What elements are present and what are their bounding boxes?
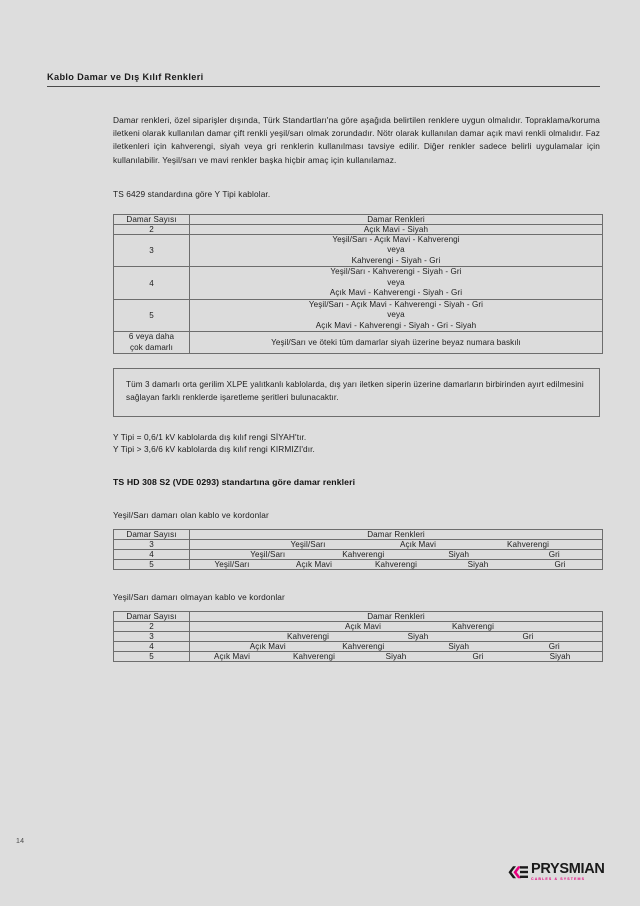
table-y-tipi-kablolar (113, 214, 603, 355)
color-spread (190, 632, 602, 641)
table1-row2-colors (190, 267, 603, 300)
table-yesil-sari-olmayan (113, 611, 603, 662)
table2-caption: Yeşil/Sarı damarı olan kablo ve kordonlar (113, 510, 269, 521)
color-line: Yeşil/Sarı - Açık Mavi - Kahverengi (332, 234, 460, 244)
color-spread (190, 550, 602, 559)
color-item: Siyah (448, 642, 470, 652)
color-spread (190, 622, 602, 631)
prysmian-logo (508, 862, 605, 881)
color-line-veya: veya (387, 277, 405, 287)
section-heading-hd308: TS HD 308 S2 (VDE 0293) standartına göre damar renkleri (113, 477, 356, 488)
table-row (114, 224, 603, 234)
color-line-veya: veya (387, 245, 405, 255)
table1-header-count: Damar Sayısı (114, 214, 190, 224)
color-item: Açık Mavi (249, 642, 286, 652)
table3-row0-count: 2 (114, 622, 190, 632)
document-header (47, 72, 600, 87)
logo-wordmark: PRYSMIAN (531, 861, 605, 877)
table1-row3-colors (190, 299, 603, 332)
color-item: Kahverengi (342, 642, 385, 652)
color-item: Siyah (467, 560, 489, 570)
color-item: Gri (548, 642, 560, 652)
color-item: Siyah (448, 550, 470, 560)
color-item: Gri (472, 652, 484, 662)
table1-row4-colors: Yeşil/Sarı ve öteki tüm damarlar siyah üzerine beyaz numara baskılı (190, 332, 603, 354)
logo-tagline: CABLES & SYSTEMS (531, 876, 586, 881)
note-box (113, 368, 600, 416)
table-row (114, 332, 603, 354)
page-number: 14 (16, 838, 25, 845)
table1-row3-count: 5 (114, 299, 190, 332)
color-item: Açık Mavi (345, 622, 381, 632)
table3-caption: Yeşil/Sarı damarı olmayan kablo ve kordonlar (113, 592, 285, 603)
content-column (113, 114, 600, 662)
table-header-row (114, 214, 603, 224)
y-tipi-line-2: Y Tipi > 3,6/6 kV kablolarda dış kılıf rengi KIRMIZI'dır. (113, 443, 315, 454)
color-line: Kahverengi - Siyah - Gri (351, 255, 441, 265)
color-line-veya: veya (387, 310, 405, 320)
color-line: Yeşil/Sarı - Açık Mavi - Kahverengi - Siyah - Gri (308, 299, 484, 309)
color-line: Açık Mavi - Kahverengi - Siyah - Gri (329, 288, 463, 298)
table-row (114, 234, 603, 267)
table-row (114, 540, 603, 550)
color-item: Siyah (407, 632, 429, 642)
color-item: Yeşil/Sarı (250, 550, 286, 560)
table2-row0-count: 3 (114, 540, 190, 550)
table-row (114, 642, 603, 652)
color-item: Gri (554, 560, 566, 570)
color-item: Siyah (385, 652, 407, 662)
table1-caption: TS 6429 standardına göre Y Tipi kablolar. (113, 188, 271, 199)
table-header-row (114, 612, 603, 622)
color-item: Yeşil/Sarı (290, 540, 326, 550)
prysmian-chevron-icon (508, 864, 528, 880)
table1-row2-count: 4 (114, 267, 190, 300)
color-spread (190, 652, 602, 661)
table-row (114, 299, 603, 332)
color-spread (190, 560, 602, 569)
color-item: Siyah (549, 652, 571, 662)
table2-header-count: Damar Sayısı (114, 530, 190, 540)
color-line: Açık Mavi - Kahverengi - Siyah - Gri - Siyah (315, 320, 477, 330)
y-tipi-line-1: Y Tipi = 0,6/1 kV kablolarda dış kılıf rengi SİYAH'tır. (113, 431, 307, 442)
table3-row2-colors (190, 642, 603, 652)
color-item: Kahverengi (507, 540, 549, 550)
table-row (114, 632, 603, 642)
intro-paragraph: Damar renkleri, özel siparişler dışında, Türk Standartları'na göre aşağıda belirtilen renklere uygun olmalıdır. Topraklama/koruma iletkeni olarak kullanılan damar çift renkli yeşil/sarı olmak zorundadır. Nötr olarak kullanılan damar açık mavi renkli olmalıdır. Faz iletkenleri için kahverengi, siyah veya gri renklerin kullanılması tavsiye edilir. Diğer renkler sadece belirli uygulamalar için kullanılabilir. Yeşil/sarı ve mavi renkler başka hiçbir amaç için kullanılamaz. (113, 115, 600, 165)
table3-row2-count: 4 (114, 642, 190, 652)
table3-header-count: Damar Sayısı (114, 612, 190, 622)
table-row (114, 267, 603, 300)
table-row (114, 550, 603, 560)
table3-row3-colors (190, 652, 603, 662)
table2-header-colors: Damar Renkleri (190, 530, 603, 540)
table1-row4-count (114, 332, 190, 354)
table-yesil-sari-olan (113, 529, 603, 570)
color-item: Gri (522, 632, 534, 642)
table1-row1-count: 3 (114, 234, 190, 267)
count-line: 6 veya daha (128, 332, 175, 342)
color-item: Kahverengi (287, 632, 329, 642)
table1-header-colors: Damar Renkleri (190, 214, 603, 224)
color-item: Kahverengi (342, 550, 385, 560)
table1-row0-colors: Açık Mavi - Siyah (190, 224, 603, 234)
table1-row0-count: 2 (114, 224, 190, 234)
color-item: Açık Mavi (296, 560, 332, 570)
table3-row1-count: 3 (114, 632, 190, 642)
table-row (114, 560, 603, 570)
note-text: Tüm 3 damarlı orta gerilim XLPE yalıtkanlı kablolarda, dış yarı iletken siperin üzerine damarların birbirinden ayırt edilmesini sağlayan farklı renklerde işaretleme şeritleri bulunacaktır. (126, 380, 584, 402)
color-item: Gri (548, 550, 560, 560)
color-spread (190, 642, 602, 651)
table3-row0-colors (190, 622, 603, 632)
table2-row0-colors (190, 540, 603, 550)
color-item: Açık Mavi (214, 652, 250, 662)
color-item: Kahverengi (293, 652, 335, 662)
table1-row1-colors (190, 234, 603, 267)
table2-row1-colors (190, 550, 603, 560)
header-divider (47, 86, 600, 87)
page-title: Kablo Damar ve Dış Kılıf Renkleri (47, 72, 204, 82)
color-item: Yeşil/Sarı (214, 560, 250, 570)
color-item: Açık Mavi (400, 540, 436, 550)
table-row (114, 622, 603, 632)
table2-row2-count: 5 (114, 560, 190, 570)
count-line: çok damarlı (130, 342, 173, 352)
table-row (114, 652, 603, 662)
table3-header-colors: Damar Renkleri (190, 612, 603, 622)
color-item: Kahverengi (452, 622, 494, 632)
color-spread (190, 540, 602, 549)
table2-row2-colors (190, 560, 603, 570)
table2-row1-count: 4 (114, 550, 190, 560)
table-header-row (114, 530, 603, 540)
table3-row3-count: 5 (114, 652, 190, 662)
color-line: Yeşil/Sarı - Kahverengi - Siyah - Gri (330, 267, 462, 277)
color-item: Kahverengi (375, 560, 417, 570)
logo-text-block (531, 862, 605, 881)
table3-row1-colors (190, 632, 603, 642)
